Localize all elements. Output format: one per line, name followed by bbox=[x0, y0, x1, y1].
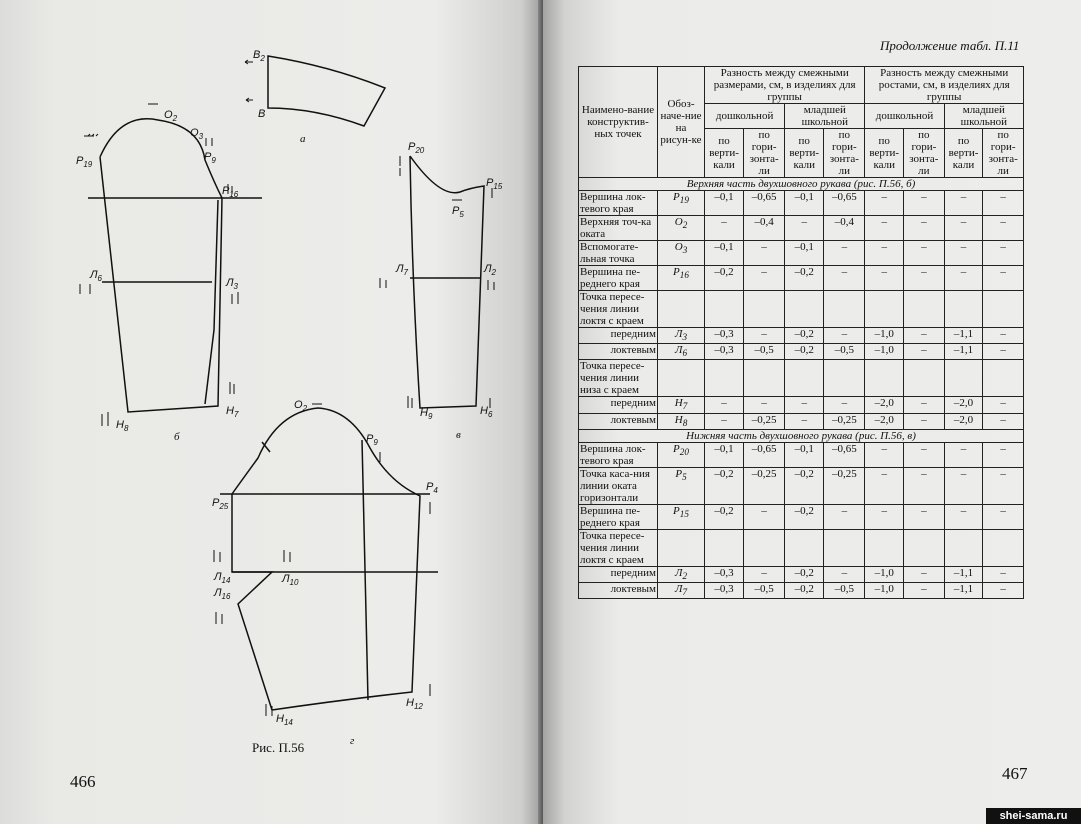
row-value: – bbox=[705, 216, 744, 241]
row-value: – bbox=[944, 442, 983, 467]
row-value: –2,0 bbox=[944, 397, 983, 413]
row-value: –0,3 bbox=[705, 328, 744, 344]
row-name: Вершина пе-реднего края bbox=[579, 266, 658, 291]
row-value: – bbox=[824, 566, 865, 582]
row-value: –0,2 bbox=[705, 504, 744, 529]
row-value: – bbox=[904, 504, 945, 529]
row-value: –2,0 bbox=[865, 397, 904, 413]
svg-text:Н14: $Н_{14}$ bbox=[276, 713, 293, 727]
row-value: –0,2 bbox=[785, 566, 824, 582]
svg-text:P16: $P_{16}$ bbox=[222, 185, 239, 199]
svg-text:P19: $P_{19}$ bbox=[76, 155, 93, 169]
row-value: – bbox=[904, 467, 945, 504]
row-value: –1,1 bbox=[944, 344, 983, 360]
col-header-junior-2: младшей школьной bbox=[944, 104, 1023, 129]
row-value: – bbox=[983, 266, 1024, 291]
row-value: –0,3 bbox=[705, 566, 744, 582]
row-value bbox=[705, 529, 744, 566]
row-value: –0,1 bbox=[705, 191, 744, 216]
row-value: –0,25 bbox=[744, 413, 785, 429]
svg-text:O2: $O_2$ bbox=[294, 399, 308, 413]
row-symbol bbox=[658, 529, 705, 566]
row-symbol: $O_2$ bbox=[658, 216, 705, 241]
row-value: –0,4 bbox=[824, 216, 865, 241]
row-symbol bbox=[658, 360, 705, 397]
svg-text:б: б bbox=[174, 431, 180, 443]
row-value: – bbox=[705, 413, 744, 429]
svg-text:P4: $P_4$ bbox=[426, 481, 438, 495]
row-value bbox=[983, 529, 1024, 566]
row-value: – bbox=[904, 413, 945, 429]
svg-text:O2: $O_2$ bbox=[164, 109, 178, 123]
displacement-arrows bbox=[80, 60, 494, 716]
row-value: – bbox=[983, 397, 1024, 413]
row-value: –0,65 bbox=[744, 442, 785, 467]
row-value: –0,1 bbox=[705, 442, 744, 467]
row-value: –2,0 bbox=[944, 413, 983, 429]
section-title-lower: Нижняя часть двухшовного рукава (рис. П.56, в) bbox=[579, 429, 1024, 442]
row-value: –0,5 bbox=[824, 582, 865, 598]
row-value: – bbox=[983, 442, 1024, 467]
table-continuation-title: Продолжение табл. П.11 bbox=[880, 38, 1020, 53]
row-value: – bbox=[824, 241, 865, 266]
row-value: – bbox=[865, 216, 904, 241]
row-value: – bbox=[983, 504, 1024, 529]
row-value: – bbox=[944, 191, 983, 216]
figure-g-inner-line bbox=[362, 440, 368, 700]
row-value: –2,0 bbox=[865, 413, 904, 429]
col-header-symbol: Обоз-наче-ние на рисун-ке bbox=[658, 67, 705, 178]
row-value bbox=[705, 291, 744, 328]
row-value: – bbox=[904, 266, 945, 291]
row-value bbox=[983, 360, 1024, 397]
row-value: –0,2 bbox=[785, 504, 824, 529]
svg-text:Л7: $Л_7$ bbox=[396, 263, 408, 277]
table-row bbox=[579, 582, 1024, 598]
table-row bbox=[579, 328, 1024, 344]
svg-text:P9: $P_9$ bbox=[366, 433, 378, 447]
table-row bbox=[579, 216, 1024, 241]
col-header-horiz: по гори-зонта-ли bbox=[904, 129, 945, 178]
row-name: Точка пересе-чения линии локтя с краем bbox=[579, 529, 658, 566]
row-value: – bbox=[983, 241, 1024, 266]
row-value: – bbox=[944, 241, 983, 266]
row-value: – bbox=[785, 216, 824, 241]
row-value: – bbox=[744, 328, 785, 344]
col-header-vert: по верти-кали bbox=[865, 129, 904, 178]
row-value: –0,2 bbox=[785, 344, 824, 360]
row-value: –1,0 bbox=[865, 328, 904, 344]
row-value bbox=[785, 360, 824, 397]
row-value bbox=[983, 291, 1024, 328]
row-value: – bbox=[904, 582, 945, 598]
svg-text:P25: $P_{25}$ bbox=[212, 497, 229, 511]
row-value bbox=[744, 360, 785, 397]
table-row bbox=[579, 291, 1024, 328]
col-header-preschool-2: дошкольной bbox=[865, 104, 944, 129]
col-header-vert: по верти-кали bbox=[705, 129, 744, 178]
figure-g-shape bbox=[232, 408, 420, 710]
figure-a-shape bbox=[268, 56, 385, 126]
row-value bbox=[824, 529, 865, 566]
row-value: – bbox=[744, 566, 785, 582]
row-value bbox=[904, 291, 945, 328]
table-row bbox=[579, 529, 1024, 566]
row-value: – bbox=[744, 397, 785, 413]
row-name: Верхняя точ-ка оката bbox=[579, 216, 658, 241]
row-value: – bbox=[944, 216, 983, 241]
row-symbol: $Л_2$ bbox=[658, 566, 705, 582]
row-value: –0,4 bbox=[744, 216, 785, 241]
row-value: – bbox=[785, 397, 824, 413]
row-value: – bbox=[824, 328, 865, 344]
row-value bbox=[904, 529, 945, 566]
row-value: – bbox=[983, 191, 1024, 216]
row-value: – bbox=[744, 241, 785, 266]
svg-text:Н8: $Н_8$ bbox=[116, 419, 129, 433]
svg-text:Н6: $Н_6$ bbox=[480, 405, 493, 419]
row-value: –0,5 bbox=[744, 344, 785, 360]
row-name: Вершина пе-реднего края bbox=[579, 504, 658, 529]
row-value bbox=[865, 360, 904, 397]
svg-text:а: а bbox=[300, 133, 306, 145]
row-name: передним bbox=[579, 397, 658, 413]
row-value: –0,2 bbox=[785, 467, 824, 504]
row-value: – bbox=[904, 241, 945, 266]
page-number-left: 466 bbox=[70, 772, 96, 791]
row-value: – bbox=[983, 582, 1024, 598]
row-value: –0,5 bbox=[824, 344, 865, 360]
row-value bbox=[865, 529, 904, 566]
figure-caption: Рис. П.56 bbox=[252, 740, 305, 755]
data-table bbox=[578, 66, 1024, 599]
page-number-right: 467 bbox=[1002, 764, 1028, 783]
row-value: –0,1 bbox=[785, 241, 824, 266]
svg-text:В2: $В_2$ bbox=[253, 49, 265, 63]
col-header-size-diff: Разность между смежными размерами, см, в изделиях для группы bbox=[705, 67, 865, 104]
row-value bbox=[824, 291, 865, 328]
row-value: –1,0 bbox=[865, 582, 904, 598]
row-value: –0,5 bbox=[744, 582, 785, 598]
row-name: Точка пересе-чения линии низа с краем bbox=[579, 360, 658, 397]
row-value: –0,3 bbox=[705, 344, 744, 360]
row-value: –0,1 bbox=[705, 241, 744, 266]
svg-text:P9: $P_9$ bbox=[204, 151, 216, 165]
row-value bbox=[705, 360, 744, 397]
col-header-horiz: по гори-зонта-ли bbox=[824, 129, 865, 178]
row-value: – bbox=[904, 216, 945, 241]
svg-text:Н9: $Н_9$ bbox=[420, 407, 433, 421]
row-value: – bbox=[944, 504, 983, 529]
sleeve-pattern-drawings bbox=[0, 0, 540, 824]
svg-text:Н7: $Н_7$ bbox=[226, 405, 239, 419]
row-value: – bbox=[865, 191, 904, 216]
row-value: –0,2 bbox=[705, 467, 744, 504]
row-symbol: $Л_6$ bbox=[658, 344, 705, 360]
row-value bbox=[744, 291, 785, 328]
row-name: Вершина лок-тевого края bbox=[579, 191, 658, 216]
svg-text:Л10: $Л_{10}$ bbox=[282, 573, 299, 587]
row-value: –0,25 bbox=[824, 413, 865, 429]
row-symbol: $P_{16}$ bbox=[658, 266, 705, 291]
watermark: shei-sama.ru bbox=[986, 808, 1081, 824]
col-header-preschool: дошкольной bbox=[705, 104, 785, 129]
row-name: Точка каса-ния линии оката горизонтали bbox=[579, 467, 658, 504]
row-value: –0,2 bbox=[705, 266, 744, 291]
figure-b-inner-line bbox=[205, 200, 218, 404]
col-header-vert: по верти-кали bbox=[944, 129, 983, 178]
row-value: –0,25 bbox=[744, 467, 785, 504]
row-name: локтевым bbox=[579, 413, 658, 429]
row-value: – bbox=[824, 397, 865, 413]
svg-text:Н12: $Н_{12}$ bbox=[406, 697, 423, 711]
row-value bbox=[904, 360, 945, 397]
row-value bbox=[744, 529, 785, 566]
row-value: – bbox=[904, 397, 945, 413]
row-value: – bbox=[944, 467, 983, 504]
row-symbol: $P_{20}$ bbox=[658, 442, 705, 467]
table-row bbox=[579, 241, 1024, 266]
row-value: –0,25 bbox=[824, 467, 865, 504]
svg-text:Л6: $Л_6$ bbox=[90, 269, 102, 283]
row-value: – bbox=[904, 328, 945, 344]
row-value: –0,2 bbox=[785, 582, 824, 598]
row-value: – bbox=[865, 442, 904, 467]
row-value: – bbox=[904, 344, 945, 360]
row-value: – bbox=[744, 266, 785, 291]
table-row bbox=[579, 442, 1024, 467]
svg-text:Л16: $Л_{16}$ bbox=[214, 587, 231, 601]
table-row bbox=[579, 266, 1024, 291]
col-header-name: Наимено-вание конструктив-ных точек bbox=[579, 67, 658, 178]
row-value: – bbox=[824, 266, 865, 291]
row-value: – bbox=[865, 266, 904, 291]
table-row bbox=[579, 397, 1024, 413]
row-value: –1,1 bbox=[944, 328, 983, 344]
col-header-horiz: по гори-зонта-ли bbox=[983, 129, 1024, 178]
col-header-junior: младшей школьной bbox=[785, 104, 865, 129]
table-row bbox=[579, 360, 1024, 397]
row-value: –0,2 bbox=[785, 328, 824, 344]
row-symbol: $P_{15}$ bbox=[658, 504, 705, 529]
row-symbol bbox=[658, 291, 705, 328]
row-value: – bbox=[865, 504, 904, 529]
row-value: – bbox=[944, 266, 983, 291]
row-value: – bbox=[865, 467, 904, 504]
row-value: – bbox=[983, 328, 1024, 344]
row-value bbox=[944, 291, 983, 328]
row-value: – bbox=[785, 413, 824, 429]
row-value bbox=[865, 291, 904, 328]
row-value: –0,65 bbox=[824, 442, 865, 467]
svg-text:Л14: $Л_{14}$ bbox=[214, 571, 231, 585]
row-value: –1,1 bbox=[944, 566, 983, 582]
section-title-upper: Верхняя часть двухшовного рукава (рис. П.56, б) bbox=[579, 178, 1024, 191]
svg-text:P15: $P_{15}$ bbox=[486, 177, 503, 191]
row-value: –0,2 bbox=[785, 266, 824, 291]
row-symbol: $Н_8$ bbox=[658, 413, 705, 429]
table-row bbox=[579, 566, 1024, 582]
row-value: – bbox=[983, 467, 1024, 504]
row-value: –0,3 bbox=[705, 582, 744, 598]
row-value: – bbox=[904, 566, 945, 582]
row-name: локтевым bbox=[579, 582, 658, 598]
row-value: –1,1 bbox=[944, 582, 983, 598]
row-value: – bbox=[904, 442, 945, 467]
row-symbol: $P_{19}$ bbox=[658, 191, 705, 216]
row-value: –0,65 bbox=[744, 191, 785, 216]
row-value bbox=[824, 360, 865, 397]
svg-text:В: В bbox=[258, 108, 266, 120]
row-value: – bbox=[983, 344, 1024, 360]
row-name: передним bbox=[579, 328, 658, 344]
row-value: – bbox=[824, 504, 865, 529]
row-value: – bbox=[983, 216, 1024, 241]
row-name: Вспомогате-льная точка bbox=[579, 241, 658, 266]
row-value: – bbox=[904, 191, 945, 216]
table-row bbox=[579, 413, 1024, 429]
svg-text:в: в bbox=[456, 429, 461, 441]
table-row bbox=[579, 344, 1024, 360]
row-value: –0,1 bbox=[785, 442, 824, 467]
row-symbol: $Л_7$ bbox=[658, 582, 705, 598]
svg-text:P20: $P_{20}$ bbox=[408, 141, 425, 155]
row-value: – bbox=[744, 504, 785, 529]
row-symbol: $P_5$ bbox=[658, 467, 705, 504]
row-value: –1,0 bbox=[865, 344, 904, 360]
row-name: локтевым bbox=[579, 344, 658, 360]
row-value: –0,65 bbox=[824, 191, 865, 216]
row-value: –1,0 bbox=[865, 566, 904, 582]
row-value bbox=[785, 529, 824, 566]
col-header-vert: по верти-кали bbox=[785, 129, 824, 178]
table-row bbox=[579, 467, 1024, 504]
col-header-height-diff: Разность между смежными ростами, см, в изделиях для группы bbox=[865, 67, 1024, 104]
svg-text:Л3: $Л_3$ bbox=[226, 277, 238, 291]
row-value: –0,1 bbox=[785, 191, 824, 216]
row-symbol: $Н_7$ bbox=[658, 397, 705, 413]
row-value: – bbox=[865, 241, 904, 266]
row-name: Точка пересе-чения линии локтя с краем bbox=[579, 291, 658, 328]
row-value: – bbox=[983, 566, 1024, 582]
row-value bbox=[944, 529, 983, 566]
row-value: – bbox=[983, 413, 1024, 429]
svg-text:Л2: $Л_2$ bbox=[484, 263, 496, 277]
table-row bbox=[579, 504, 1024, 529]
row-name: передним bbox=[579, 566, 658, 582]
row-name: Вершина лок-тевого края bbox=[579, 442, 658, 467]
svg-text:г: г bbox=[350, 735, 355, 747]
row-symbol: $O_3$ bbox=[658, 241, 705, 266]
row-value: – bbox=[705, 397, 744, 413]
row-value bbox=[785, 291, 824, 328]
row-value bbox=[944, 360, 983, 397]
row-symbol: $Л_3$ bbox=[658, 328, 705, 344]
svg-text:P5: $P_5$ bbox=[452, 205, 464, 219]
col-header-horiz: по гори-зонта-ли bbox=[744, 129, 785, 178]
figure-v-shape bbox=[410, 156, 484, 408]
table-row bbox=[579, 191, 1024, 216]
svg-text:O3: $O_3$ bbox=[190, 127, 204, 141]
